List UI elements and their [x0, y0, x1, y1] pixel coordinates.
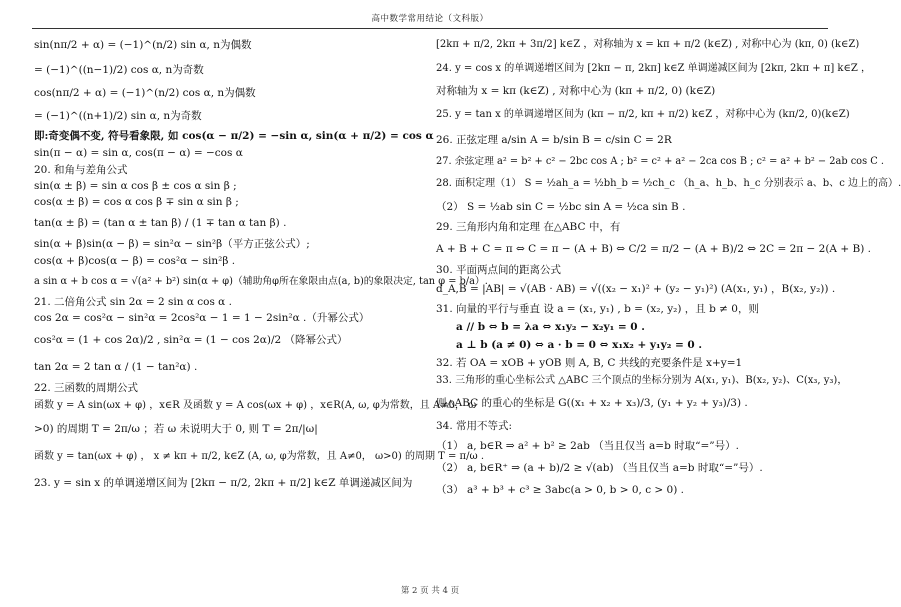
formula-cos-double: cos 2α = cos²α − sin²α = 2cos²α − 1 = 1 − 2sin²α .（升幂公式）	[34, 312, 370, 324]
section-30-title: 30. 平面两点间的距离公式	[436, 264, 562, 276]
section-32-collinear: 32. 若 OA = xOB + yOB 则 A, B, C 共线的充要条件是 x+y=1	[436, 357, 743, 369]
formula-cos-sum: cos(α ± β) = cos α cos β ∓ sin α sin β ;	[34, 196, 239, 208]
vector-parallel: a // b ⇔ b = λa ⇔ x₁y₂ − x₂y₁ = 0 .	[456, 321, 645, 333]
mnemonic-example: sin(π − α) = sin α, cos(π − α) = −cos α	[34, 147, 243, 159]
formula-cos-square: cos(α + β)cos(α − β) = cos²α − sin²β .	[34, 255, 236, 267]
section-25-tan: 25. y = tan x 的单调递增区间为 (kπ − π/2, kπ + π/2) k∈Z ，对称中心为 (kπ/2, 0)(k∈Z)	[436, 109, 850, 120]
formula-tan-sum: tan(α ± β) = (tan α ± tan β) / (1 ∓ tan α tan β) .	[34, 217, 287, 229]
right-column	[436, 32, 901, 500]
inequality-1: （1） a, b∈R ⇒ a² + b² ≥ 2ab （当且仅当 a=b 时取“=”号）.	[436, 440, 739, 452]
page-header: 高中数学常用结论（文科版）	[371, 14, 489, 24]
section-28-area-1: 28. 面积定理（1） S = ½ah_a = ½bh_b = ½ch_c （h_a、h_b、h_c 分别表示 a、b、c 边上的高）.	[436, 178, 901, 189]
formula-cos-odd: = (−1)^((n+1)/2) sin α, n为奇数	[34, 110, 202, 122]
page-footer: 第 2 页 共 4 页	[400, 586, 460, 596]
section-22-title: 22. 三函数的周期公式	[34, 382, 139, 394]
section-20-title: 20. 和角与差角公式	[34, 164, 128, 176]
section-23-sin-intervals: 23. y = sin x 的单调递增区间为 [2kπ − π/2, 2kπ + π/2] k∈Z 单调递减区间为	[34, 477, 413, 489]
section-34-title: 34. 常用不等式:	[436, 420, 513, 432]
section-29-title: 29. 三角形内角和定理 在△ABC 中，有	[436, 221, 621, 233]
section-24-cos-intervals: 24. y = cos x 的单调递增区间为 [2kπ − π, 2kπ] k∈Z 单调递减区间为 [2kπ, 2kπ + π] k∈Z ，	[436, 63, 872, 74]
sin-decreasing-axis: [2kπ + π/2, 2kπ + 3π/2] k∈Z ，对称轴为 x = kπ + π/2 (k∈Z) , 对称中心为 (kπ, 0) (k∈Z)	[436, 39, 860, 50]
vector-perpendicular: a ⊥ b (a ≠ 0) ⇔ a · b = 0 ⇔ x₁x₂ + y₁y₂ = 0 .	[456, 339, 703, 351]
period-tan: 函数 y = tan(ωx + φ) ， x ≠ kπ + π/2, k∈Z (A, ω, φ为常数，且 A≠0， ω>0) 的周期 T = π/ω .	[34, 451, 484, 462]
formula-sin-even: sin(nπ/2 + α) = (−1)^(n/2) sin α, n为偶数	[34, 39, 252, 51]
section-21-title: 21. 二倍角公式 sin 2α = 2 sin α cos α .	[34, 296, 232, 308]
section-26-law-of-sines: 26. 正弦定理 a/sin A = b/sin B = c/sin C = 2R	[436, 134, 672, 146]
section-28-area-2: （2） S = ½ab sin C = ½bc sin A = ½ca sin B .	[436, 201, 686, 213]
period-sin-cos-cont: >0) 的周期 T = 2π/ω ；若 ω 未说明大于 0, 则 T = 2π/|ω|	[34, 423, 318, 435]
section-29-formula: A + B + C = π ⇔ C = π − (A + B) ⇔ C/2 = π/2 − (A + B)/2 ⇔ 2C = 2π − 2(A + B) .	[436, 243, 871, 255]
section-33-centroid: 则△ABC 的重心的坐标是 G((x₁ + x₂ + x₃)/3, (y₁ + y₂ + y₃)/3) .	[436, 397, 748, 409]
header-rule	[32, 28, 828, 29]
formula-power-reduction: cos²α = (1 + cos 2α)/2 , sin²α = (1 − cos 2α)/2 （降幂公式）	[34, 334, 348, 346]
inequality-2: （2） a, b∈R⁺ ⇒ (a + b)/2 ≥ √(ab) （当且仅当 a=b 时取“=”号）.	[436, 462, 763, 474]
mnemonic-rule: 即:奇变偶不变, 符号看象限, 如 cos(α − π/2) = −sin α, sin(α + π/2) = cos α	[34, 130, 434, 142]
formula-auxiliary-angle: a sin α + b cos α = √(a² + b²) sin(α + φ)（辅助角φ所在象限由点(a, b)的象限决定, tan φ = b/a）.	[34, 276, 488, 287]
formula-cos-even: cos(nπ/2 + α) = (−1)^(n/2) cos α, n为偶数	[34, 87, 256, 99]
formula-sin-sum: sin(α ± β) = sin α cos β ± cos α sin β ;	[34, 180, 237, 192]
section-30-formula: d_A,B = |AB| = √(AB · AB) = √((x₂ − x₁)² + (y₂ − y₁)²) (A(x₁, y₁) ，B(x₂, y₂)) .	[436, 283, 836, 295]
formula-sin-odd: = (−1)^((n−1)/2) cos α, n为奇数	[34, 64, 204, 76]
section-31-title: 31. 向量的平行与垂直 设 a = (x₁, y₁) , b = (x₂, y₂) ，且 b ≠ 0，则	[436, 303, 759, 315]
inequality-3: （3） a³ + b³ + c³ ≥ 3abc(a > 0, b > 0, c > 0) .	[436, 484, 685, 496]
period-sin-cos: 函数 y = A sin(ωx + φ) ，x∈R 及函数 y = A cos(ωx + φ) ，x∈R(A, ω, φ为常数，且 A≠0， ω	[34, 400, 477, 411]
section-27-law-of-cosines: 27. 余弦定理 a² = b² + c² − 2bc cos A ; b² = c² + a² − 2ca cos B ; c² = a² + b² − 2ab cos C .	[436, 156, 884, 167]
cos-axis-center: 对称轴为 x = kπ (k∈Z) , 对称中心为 (kπ + π/2, 0) (k∈Z)	[436, 85, 716, 97]
formula-sin-square: sin(α + β)sin(α − β) = sin²α − sin²β（平方正弦公式）;	[34, 238, 310, 250]
formula-tan-double: tan 2α = 2 tan α / (1 − tan²α) .	[34, 361, 198, 373]
section-33-title: 33. 三角形的重心坐标公式 △ABC 三个顶点的坐标分别为 A(x₁, y₁)、B(x₂, y₂)、C(x₃, y₃)，	[436, 375, 848, 386]
